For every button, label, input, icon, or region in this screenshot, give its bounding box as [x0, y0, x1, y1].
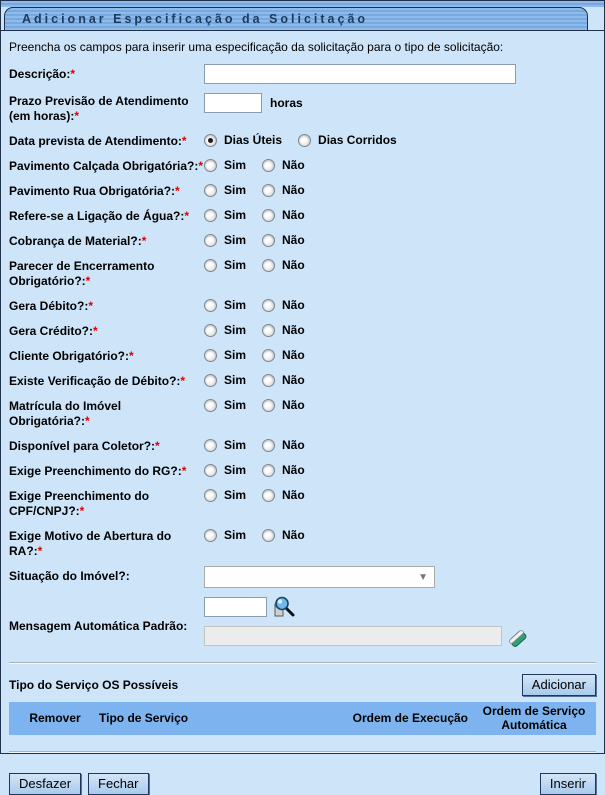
required-asterisk: *	[70, 67, 76, 81]
field-label: Descrição:*	[9, 67, 76, 81]
form-row-yesno-5	[1, 296, 604, 314]
radio-nao-3[interactable]	[262, 234, 275, 247]
field-label: Existe Verificação de Débito?:*	[9, 374, 186, 388]
required-asterisk: *	[141, 234, 147, 248]
yesno-options	[204, 206, 604, 222]
form-row-situacao	[1, 566, 604, 588]
radio-nao-6-label: Não	[282, 323, 305, 337]
title-bar-wrap	[1, 7, 604, 31]
radio-nao-4[interactable]	[262, 259, 275, 272]
field-label: Exige Motivo de Abertura do RA?:*	[9, 529, 172, 558]
yesno-options	[204, 371, 604, 387]
footer-actions	[1, 773, 604, 795]
radio-sim-7-label: Sim	[224, 348, 247, 362]
service-section-header	[1, 664, 604, 700]
col-header-remover: Remover	[29, 710, 81, 725]
field-label: Parecer de Encerramento Obrigatório?:*	[9, 259, 155, 288]
radio-nao-9-label: Não	[282, 398, 305, 412]
required-asterisk: *	[129, 349, 134, 363]
radio-nao-7-label: Não	[282, 348, 305, 362]
yesno-options	[204, 321, 604, 337]
form-row-mensagem	[1, 595, 604, 650]
yesno-options	[204, 486, 604, 502]
field-label: Disponível para Coletor?:*	[9, 439, 160, 453]
yesno-options	[204, 296, 604, 312]
radio-sim-4-label: Sim	[224, 258, 247, 272]
form-row-yesno-11	[1, 461, 604, 479]
yesno-options	[204, 256, 604, 272]
col-header-tipo-servico: Tipo de Serviço	[99, 710, 189, 725]
required-asterisk: *	[93, 324, 98, 338]
radio-nao-0[interactable]	[262, 159, 275, 172]
chevron-down-icon: ▼	[418, 571, 428, 583]
field-label: Exige Preenchimento do RG?:*	[9, 464, 187, 478]
required-asterisk: *	[184, 209, 190, 223]
radio-nao-2[interactable]	[262, 209, 275, 222]
radio-sim-7[interactable]	[204, 349, 217, 362]
form-row-yesno-10	[1, 436, 604, 454]
field-label: Gera Crédito?:*	[9, 324, 98, 338]
intro-text: Preencha os campos para inserir uma especificação da solicitação para o tipo de solicitação:	[9, 40, 504, 54]
field-label: Pavimento Rua Obrigatória?:*	[9, 184, 180, 198]
radio-sim-11-label: Sim	[224, 463, 247, 477]
radio-sim-5[interactable]	[204, 299, 217, 312]
radio-nao-10[interactable]	[262, 439, 275, 452]
footer-divider	[9, 751, 596, 753]
form-row-yesno-4	[1, 256, 604, 289]
form-row-prazo	[1, 91, 604, 124]
radio-nao-1[interactable]	[262, 184, 275, 197]
radio-sim-12[interactable]	[204, 489, 217, 502]
required-asterisk: *	[79, 504, 85, 518]
radio-nao-12[interactable]	[262, 489, 275, 502]
required-asterisk: *	[155, 439, 160, 453]
radio-sim-12-label: Sim	[224, 488, 247, 502]
radio-nao-8[interactable]	[262, 374, 275, 387]
radio-sim-8[interactable]	[204, 374, 217, 387]
fechar-button[interactable]: Fechar	[88, 773, 148, 795]
col-header-ordem-servico-automatica: Ordem de Serviço Automática	[482, 703, 586, 732]
radio-nao-6[interactable]	[262, 324, 275, 337]
radio-sim-3-label: Sim	[224, 233, 247, 247]
field-label: Gera Débito?:*	[9, 299, 94, 313]
radio-nao-13[interactable]	[262, 529, 275, 542]
mensagem-codigo-input[interactable]	[204, 597, 267, 617]
yesno-options	[204, 346, 604, 362]
radio-nao-8-label: Não	[282, 373, 305, 387]
required-asterisk: *	[37, 544, 43, 558]
form-row-yesno-0	[1, 156, 604, 174]
field-label: Exige Preenchimento do CPF/CNPJ?:*	[9, 489, 150, 518]
form-row-yesno-1	[1, 181, 604, 199]
radio-nao-0-label: Não	[282, 158, 305, 172]
field-label: Refere-se a Ligação de Água?:*	[9, 209, 190, 223]
radio-sim-8-label: Sim	[224, 373, 247, 387]
radio-nao-12-label: Não	[282, 488, 305, 502]
radio-sim-0[interactable]	[204, 159, 217, 172]
required-asterisk: *	[74, 109, 80, 123]
page-title	[4, 7, 588, 30]
situacao-imovel-select[interactable]	[204, 566, 435, 588]
field-label: Cobrança de Material?:*	[9, 234, 147, 248]
data-prevista-options	[204, 131, 604, 147]
radio-sim-3[interactable]	[204, 234, 217, 247]
radio-sim-1[interactable]	[204, 184, 217, 197]
horas-suffix-label: horas	[270, 96, 303, 110]
field-label: Prazo Previsão de Atendimento (em horas):*	[9, 94, 189, 123]
form-row-data-prevista	[1, 131, 604, 149]
required-asterisk: *	[175, 184, 180, 198]
radio-nao-4-label: Não	[282, 258, 305, 272]
radio-nao-1-label: Não	[282, 183, 305, 197]
prazo-horas-input[interactable]	[204, 93, 262, 113]
radio-nao-5-label: Não	[282, 298, 305, 312]
col-header-ordem-execucao: Ordem de Execução	[352, 710, 468, 725]
radio-sim-4[interactable]	[204, 259, 217, 272]
yesno-options	[204, 156, 604, 172]
radio-nao-7[interactable]	[262, 349, 275, 362]
field-label: Pavimento Calçada Obrigatória?:*	[9, 159, 204, 173]
required-asterisk: *	[88, 299, 94, 313]
radio-data-prevista-0[interactable]	[204, 134, 217, 147]
descricao-input[interactable]	[204, 64, 516, 84]
required-asterisk: *	[198, 159, 204, 173]
form-row-descricao	[1, 64, 604, 84]
radio-sim-10-label: Sim	[224, 438, 247, 452]
required-asterisk: *	[85, 274, 91, 288]
adicionar-button[interactable]: Adicionar	[522, 674, 596, 696]
radio-sim-1-label: Sim	[224, 183, 247, 197]
radio-sim-0-label: Sim	[224, 158, 247, 172]
radio-sim-10[interactable]	[204, 439, 217, 452]
yesno-options	[204, 181, 604, 197]
radio-sim-5-label: Sim	[224, 298, 247, 312]
form-row-yesno-13	[1, 526, 604, 559]
radio-sim-11[interactable]	[204, 464, 217, 477]
form-row-yesno-12	[1, 486, 604, 519]
radio-nao-9[interactable]	[262, 399, 275, 412]
radio-nao-13-label: Não	[282, 528, 305, 542]
radio-sim-2[interactable]	[204, 209, 217, 222]
radio-sim-2-label: Sim	[224, 208, 247, 222]
field-label: Cliente Obrigatório?:*	[9, 349, 134, 363]
radio-nao-2-label: Não	[282, 208, 305, 222]
service-table-header	[9, 702, 596, 735]
radio-nao-10-label: Não	[282, 438, 305, 452]
radio-data-prevista-1-label: Dias Corridos	[318, 133, 397, 147]
required-asterisk: *	[85, 414, 90, 428]
radio-sim-13[interactable]	[204, 529, 217, 542]
yesno-rows	[1, 156, 604, 559]
field-label: Mensagem Automática Padrão:	[9, 619, 188, 633]
radio-nao-11-label: Não	[282, 463, 305, 477]
field-label: Situação do Imóvel?:	[9, 569, 130, 583]
yesno-options	[204, 231, 604, 247]
form-row-yesno-3	[1, 231, 604, 249]
radio-nao-3-label: Não	[282, 233, 305, 247]
radio-sim-6[interactable]	[204, 324, 217, 337]
form-row-yesno-2	[1, 206, 604, 224]
radio-data-prevista-1[interactable]	[298, 134, 311, 147]
radio-data-prevista-0-label: Dias Úteis	[224, 133, 283, 147]
search-icon[interactable]	[271, 595, 295, 619]
required-asterisk: *	[181, 464, 187, 478]
yesno-options	[204, 436, 604, 452]
form-row-yesno-8	[1, 371, 604, 389]
field-label: Data prevista de Atendimento:*	[9, 134, 187, 148]
radio-sim-6-label: Sim	[224, 323, 247, 337]
service-section-title: Tipo do Serviço OS Possíveis	[9, 678, 179, 692]
required-asterisk: *	[180, 374, 186, 388]
radio-sim-13-label: Sim	[224, 528, 247, 542]
yesno-options	[204, 526, 604, 542]
mensagem-texto-field	[204, 626, 502, 646]
required-asterisk: *	[181, 134, 187, 148]
radio-nao-5[interactable]	[262, 299, 275, 312]
page-title-text: Adicionar Especificação da Solicitação	[22, 12, 369, 26]
form-row-yesno-7	[1, 346, 604, 364]
eraser-icon[interactable]	[506, 626, 530, 650]
radio-nao-11[interactable]	[262, 464, 275, 477]
yesno-options	[204, 461, 604, 477]
yesno-options	[204, 396, 604, 412]
form-row-yesno-9	[1, 396, 604, 429]
form-row-yesno-6	[1, 321, 604, 339]
radio-sim-9[interactable]	[204, 399, 217, 412]
desfazer-button[interactable]: Desfazer	[9, 773, 81, 795]
inserir-button[interactable]: Inserir	[540, 773, 596, 795]
field-label: Matrícula do Imóvel Obrigatória?:*	[9, 399, 122, 428]
radio-sim-9-label: Sim	[224, 398, 247, 412]
